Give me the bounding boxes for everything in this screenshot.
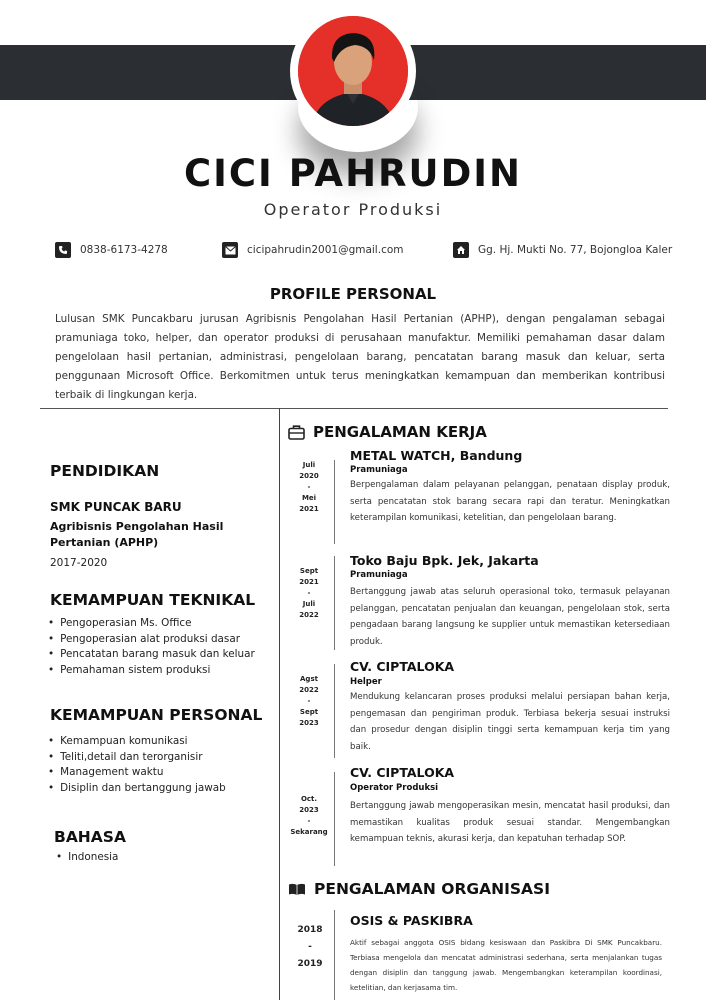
job-2-dates xyxy=(286,566,332,621)
major-line-2: Pertanian (APHP) xyxy=(50,536,159,549)
language-list xyxy=(56,850,118,866)
date-end-year: 2021 xyxy=(299,505,319,513)
contact-email xyxy=(222,241,404,259)
open-book-icon xyxy=(288,882,306,896)
list-item: • Pemahaman sistem produksi xyxy=(48,663,255,679)
job-3-description: Mendukung kelancaran proses produksi melalui persiapan bahan kerja, pengemasan dan pengiriman produk. Terbiasa bekerja sesuai instruksi dan prosedur dengan disiplin tinggi serta kemampuan kerja tim yang baik. xyxy=(350,692,670,752)
job-1-role: Pramuniaga xyxy=(350,465,408,475)
date-start-year: 2021 xyxy=(299,578,319,586)
technical-skills-heading: KEMAMPUAN TEKNIKAL xyxy=(50,591,256,609)
organization-dates xyxy=(287,922,333,973)
date-end: 2019 xyxy=(297,959,323,969)
job-1-description: Berpengalaman dalam pelayanan pelanggan, penataan display produk, serta pencatatan stok barang secara rapi dan teratur. Meningkatkan keterampilan komunikasi, ketelitian, dan pengelolaan barang. xyxy=(350,480,670,523)
date-start-year: 2022 xyxy=(299,686,319,694)
organization-heading xyxy=(288,880,550,898)
job-1-dates xyxy=(286,460,332,515)
personal-skills-heading: KEMAMPUAN PERSONAL xyxy=(50,706,263,724)
work-experience-title: PENGALAMAN KERJA xyxy=(313,423,487,441)
date-start: Agst xyxy=(300,675,318,683)
date-end-year: 2023 xyxy=(299,719,319,727)
profile-summary: Lulusan SMK Puncakbaru jurusan Agribisnis Pengolahan Hasil Pertanian (APHP), dengan pengalaman sebagai pramuniaga toko, helper, dan operator produksi di perusahaan manufaktur. Memiliki pemahaman dasar dalam pengelolaan hasil pertanian, administrasi, pengelolaan barang, pencatatan barang masuk dan keluar, serta penggunaan Microsoft Office. Berkomitmen untuk terus meningkatkan kemampuan dan memberikan kontribusi terbaik di lingkungan kerja. xyxy=(55,313,665,401)
timeline-line xyxy=(334,772,335,866)
timeline-line xyxy=(334,556,335,650)
date-end-year: 2022 xyxy=(299,611,319,619)
date-separator: - xyxy=(307,483,311,491)
date-separator: - xyxy=(307,697,311,705)
contact-address xyxy=(453,241,672,259)
job-2-description: Bertanggung jawab atas seluruh operasional toko, termasuk pelayanan pelanggan, pencatatan penjualan dan keuangan, pengelolaan stok, serta pengadaan barang langsung ke supplier untuk memastikan ketersediaan produk. xyxy=(350,587,670,647)
list-item: • Kemampuan komunikasi xyxy=(48,734,226,750)
job-title: Operator Produksi xyxy=(263,200,443,219)
job-1-company: METAL WATCH, Bandung xyxy=(350,448,523,463)
organization-title: PENGALAMAN ORGANISASI xyxy=(314,880,550,898)
date-end: Sept xyxy=(299,708,319,716)
section-divider xyxy=(40,408,668,409)
contact-phone xyxy=(55,241,168,259)
date-end: Juli xyxy=(302,600,316,608)
list-item: • Pengoperasian alat produksi dasar xyxy=(48,632,255,648)
timeline-line xyxy=(334,460,335,544)
major-line-1: Agribisnis Pengolahan Hasil xyxy=(50,520,224,533)
column-divider xyxy=(279,408,280,1000)
list-item: • Indonesia xyxy=(56,850,118,866)
mail-icon xyxy=(222,242,238,258)
person-name: CICI PAHRUDIN xyxy=(183,152,523,195)
briefcase-icon xyxy=(288,425,305,440)
list-item: • Teliti,detail dan terorganisir xyxy=(48,750,226,766)
date-start-year: 2020 xyxy=(299,472,319,480)
date-start: Sept xyxy=(299,567,319,575)
language-heading: BAHASA xyxy=(54,828,126,846)
list-item: • Management waktu xyxy=(48,765,226,781)
photo-person-image xyxy=(298,16,408,126)
date-end: Sekarang xyxy=(290,828,328,836)
job-2-role: Pramuniaga xyxy=(350,570,408,580)
job-4-company: CV. CIPTALOKA xyxy=(350,765,455,780)
profile-heading: PROFILE PERSONAL xyxy=(269,285,437,303)
school-name: SMK PUNCAK BARU xyxy=(50,500,182,514)
job-2-company: Toko Baju Bpk. Jek, Jakarta xyxy=(350,553,539,568)
date-start: 2018 xyxy=(297,925,323,935)
phone-text: 0838-6173-4278 xyxy=(80,244,168,256)
organization-name: OSIS & PASKIBRA xyxy=(350,913,473,928)
job-4-dates xyxy=(286,794,332,838)
personal-skills-list xyxy=(48,734,226,796)
timeline-line xyxy=(334,664,335,758)
address-text: Gg. Hj. Mukti No. 77, Bojongloa Kaler xyxy=(478,244,673,256)
education-years: 2017-2020 xyxy=(50,557,108,569)
list-item: • Pencatatan barang masuk dan keluar xyxy=(48,647,255,663)
email-text: cicipahrudin2001@gmail.com xyxy=(247,244,404,256)
profile-photo xyxy=(290,8,416,134)
job-3-role: Helper xyxy=(350,677,382,687)
phone-icon xyxy=(55,242,71,258)
organization-description: Aktif sebagai anggota OSIS bidang kesiswaan dan Paskibra Di SMK Puncakbaru. Terbiasa mengelola dan mencatat administrasi sederhana, serta menjalankan tugas dengan disiplin dan tanggung jawab. Mengembangkan keterampilan koordinasi, ketelitian, dan kerjasama tim. xyxy=(350,938,662,992)
timeline-line xyxy=(334,910,335,1000)
date-start: Juli xyxy=(302,461,316,469)
date-start-year: 2023 xyxy=(299,806,319,814)
work-experience-heading xyxy=(288,423,487,441)
list-item: • Pengoperasian Ms. Office xyxy=(48,616,255,632)
job-4-role: Operator Produksi xyxy=(350,783,439,793)
job-3-company: CV. CIPTALOKA xyxy=(350,659,455,674)
date-separator: - xyxy=(308,942,312,952)
technical-skills-list xyxy=(48,616,255,678)
date-separator: - xyxy=(307,589,311,597)
job-3-dates xyxy=(286,674,332,729)
list-item: • Disiplin dan bertanggung jawab xyxy=(48,781,226,797)
date-start: Oct. xyxy=(300,795,318,803)
date-separator: - xyxy=(307,817,311,825)
date-end: Mei xyxy=(301,494,317,502)
job-4-description: Bertanggung jawab mengoperasikan mesin, mencatat hasil produksi, dan memastikan kualitas produk sesuai standar. Mengembangkan kemampuan teknis, akurasi kerja, dan kepatuhan terhadap SOP. xyxy=(350,801,670,844)
home-icon xyxy=(453,242,469,258)
education-heading: PENDIDIKAN xyxy=(50,462,160,480)
